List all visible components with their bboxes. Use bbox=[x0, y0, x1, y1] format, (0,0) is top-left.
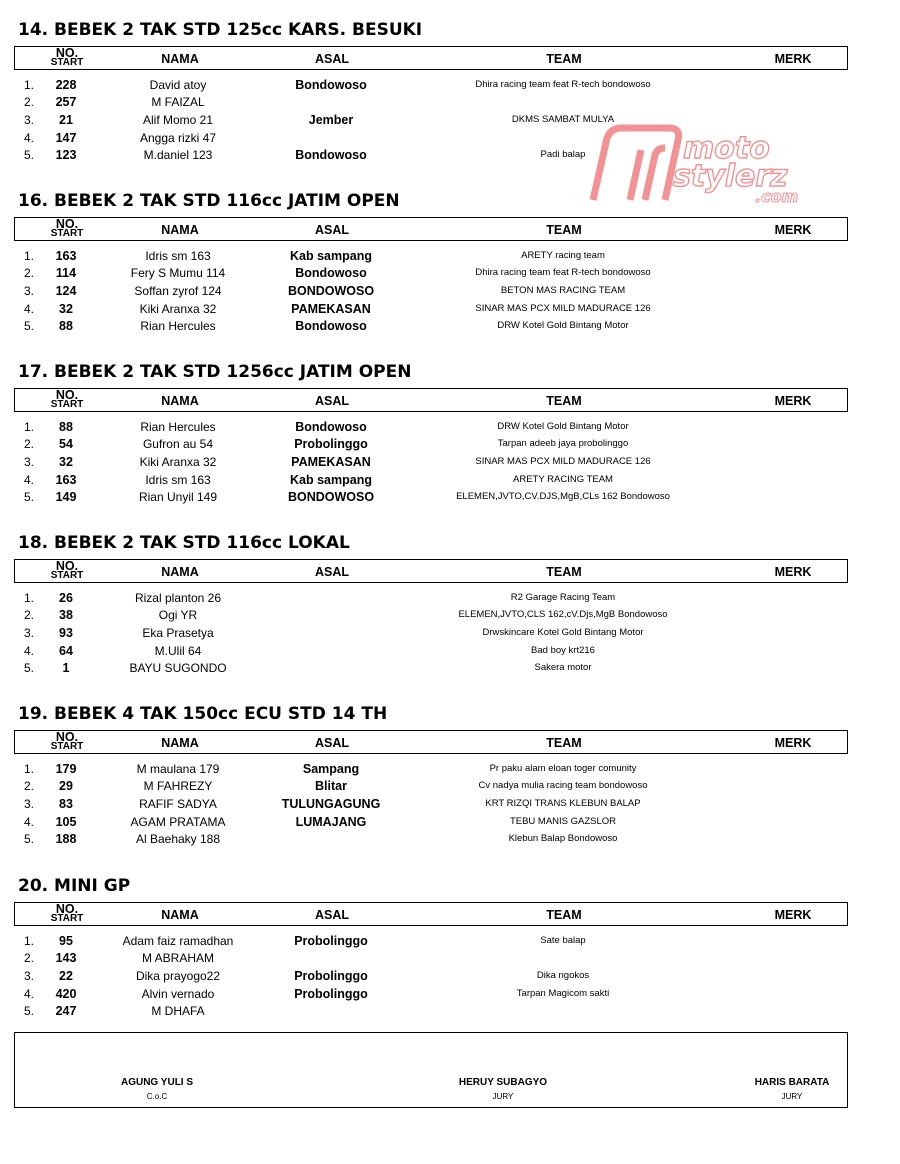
table-row bbox=[0, 473, 900, 491]
row-origin: Bondowoso bbox=[295, 420, 367, 434]
table-row bbox=[0, 437, 900, 455]
row-origin: Bondowoso bbox=[295, 266, 367, 280]
row-rider-name: M FAIZAL bbox=[151, 95, 205, 109]
row-start-number: 163 bbox=[55, 473, 77, 487]
motostylerz-watermark-logo bbox=[585, 120, 830, 210]
header-team: TEAM bbox=[546, 52, 582, 66]
table-row bbox=[0, 969, 900, 987]
row-origin: BONDOWOSO bbox=[287, 490, 375, 504]
row-team: Padi balap bbox=[540, 149, 586, 160]
row-team: Tarpan adeeb jaya probolinggo bbox=[497, 438, 629, 449]
row-start-number: 105 bbox=[55, 815, 77, 829]
row-rider-name: Angga rizki 47 bbox=[139, 131, 217, 145]
header-asal: ASAL bbox=[314, 565, 350, 579]
row-position: 4. bbox=[23, 987, 35, 1001]
row-rider-name: Idris sm 163 bbox=[145, 473, 211, 487]
row-position: 2. bbox=[23, 779, 35, 793]
row-rider-name: Alvin vernado bbox=[141, 987, 215, 1001]
row-rider-name: Fery S Mumu 114 bbox=[130, 266, 226, 280]
row-position: 2. bbox=[23, 608, 35, 622]
header-start: START bbox=[50, 57, 84, 68]
row-team: SINAR MAS PCX MILD MADURACE 126 bbox=[475, 456, 651, 467]
row-start-number: 83 bbox=[59, 797, 73, 811]
row-rider-name: Rizal planton 26 bbox=[134, 591, 222, 605]
table-row bbox=[0, 95, 900, 113]
row-origin: Probolinggo bbox=[294, 437, 368, 451]
row-team: ARETY RACING TEAM bbox=[513, 474, 613, 485]
row-origin: Jember bbox=[308, 113, 354, 127]
row-start-number: 32 bbox=[59, 455, 73, 469]
header-start: START bbox=[50, 570, 84, 581]
row-team: Cv nadya mulia racing team bondowoso bbox=[478, 780, 648, 791]
table-row bbox=[0, 284, 900, 302]
row-team: TEBU MANIS GAZSLOR bbox=[509, 816, 617, 827]
row-rider-name: Soffan zyrof 124 bbox=[134, 284, 222, 298]
row-start-number: 188 bbox=[55, 832, 77, 846]
header-team: TEAM bbox=[546, 565, 582, 579]
row-team: Sate balap bbox=[540, 935, 586, 946]
row-rider-name: Kiki Aranxa 32 bbox=[139, 302, 217, 316]
row-rider-name: Ogi YR bbox=[158, 608, 198, 622]
header-merk: MERK bbox=[774, 394, 812, 408]
row-team: ELEMEN,JVTO,CLS 162,cV.Djs,MgB Bondowoso bbox=[458, 609, 668, 620]
row-start-number: 247 bbox=[55, 1004, 77, 1018]
table-row bbox=[0, 490, 900, 508]
row-rider-name: Dika prayogo22 bbox=[135, 969, 221, 983]
row-team: ARETY racing team bbox=[521, 250, 605, 261]
row-team: Dika ngokos bbox=[536, 970, 590, 981]
row-team: DRW Kotel Gold Bintang Motor bbox=[497, 320, 629, 331]
class-title: 14. BEBEK 2 TAK STD 125cc KARS. BESUKI bbox=[18, 20, 423, 40]
header-no-start bbox=[51, 390, 84, 410]
row-team: Bad boy krt216 bbox=[531, 645, 595, 656]
signature-role: JURY bbox=[781, 1092, 803, 1101]
row-rider-name: M maulana 179 bbox=[136, 762, 220, 776]
row-rider-name: M.daniel 123 bbox=[143, 148, 213, 162]
row-position: 5. bbox=[23, 319, 35, 333]
table-row bbox=[0, 608, 900, 626]
header-merk: MERK bbox=[774, 565, 812, 579]
table-row bbox=[0, 951, 900, 969]
row-start-number: 29 bbox=[59, 779, 73, 793]
row-origin: Sampang bbox=[302, 762, 360, 776]
header-team: TEAM bbox=[546, 736, 582, 750]
row-origin: Bondowoso bbox=[295, 319, 367, 333]
table-row bbox=[0, 644, 900, 662]
row-position: 4. bbox=[23, 644, 35, 658]
row-start-number: 147 bbox=[55, 131, 77, 145]
signature-role: JURY bbox=[492, 1092, 514, 1101]
header-merk: MERK bbox=[774, 223, 812, 237]
row-origin: Probolinggo bbox=[294, 934, 368, 948]
header-no: NO. bbox=[55, 388, 79, 402]
table-row bbox=[0, 455, 900, 473]
header-no: NO. bbox=[55, 46, 79, 60]
row-start-number: 163 bbox=[55, 249, 77, 263]
header-nama: NAMA bbox=[161, 52, 199, 66]
row-position: 3. bbox=[23, 969, 35, 983]
table-row bbox=[0, 78, 900, 96]
header-nama: NAMA bbox=[161, 394, 199, 408]
row-team: Tarpan Magicom sakti bbox=[516, 988, 610, 999]
row-position: 3. bbox=[23, 284, 35, 298]
row-rider-name: RAFIF SADYA bbox=[139, 797, 217, 811]
header-asal: ASAL bbox=[314, 736, 350, 750]
header-no: NO. bbox=[55, 559, 79, 573]
header-nama: NAMA bbox=[161, 565, 199, 579]
table-row bbox=[0, 987, 900, 1005]
row-position: 2. bbox=[23, 951, 35, 965]
row-position: 1. bbox=[23, 762, 35, 776]
row-team: Klebun Balap Bondowoso bbox=[508, 833, 618, 844]
header-team: TEAM bbox=[546, 908, 582, 922]
row-start-number: 149 bbox=[55, 490, 77, 504]
row-start-number: 95 bbox=[59, 934, 73, 948]
header-merk: MERK bbox=[774, 52, 812, 66]
row-start-number: 143 bbox=[55, 951, 77, 965]
row-team: DRW Kotel Gold Bintang Motor bbox=[497, 421, 629, 432]
row-start-number: 1 bbox=[62, 661, 70, 675]
table-row bbox=[0, 591, 900, 609]
row-team: KRT RIZQI TRANS KLEBUN BALAP bbox=[485, 798, 641, 809]
row-position: 2. bbox=[23, 437, 35, 451]
row-start-number: 64 bbox=[59, 644, 73, 658]
header-no: NO. bbox=[55, 730, 79, 744]
row-origin: Probolinggo bbox=[294, 987, 368, 1001]
header-no: NO. bbox=[55, 902, 79, 916]
row-origin: BONDOWOSO bbox=[287, 284, 375, 298]
signature-jury-2 bbox=[755, 1077, 830, 1101]
header-start: START bbox=[50, 741, 84, 752]
row-rider-name: AGAM PRATAMA bbox=[130, 815, 226, 829]
row-origin: Bondowoso bbox=[295, 148, 367, 162]
header-no-start bbox=[51, 219, 84, 239]
signature-name: HERUY SUBAGYO bbox=[458, 1077, 548, 1088]
row-origin: Blitar bbox=[315, 779, 347, 793]
header-team: TEAM bbox=[546, 223, 582, 237]
row-position: 4. bbox=[23, 815, 35, 829]
row-start-number: 228 bbox=[55, 78, 77, 92]
row-position: 4. bbox=[23, 302, 35, 316]
row-rider-name: Adam faiz ramadhan bbox=[122, 934, 234, 948]
row-start-number: 93 bbox=[59, 626, 73, 640]
row-team: R2 Garage Racing Team bbox=[510, 592, 616, 603]
table-row bbox=[0, 420, 900, 438]
row-rider-name: Alif Momo 21 bbox=[142, 113, 214, 127]
row-start-number: 32 bbox=[59, 302, 73, 316]
row-team: Drwskincare Kotel Gold Bintang Motor bbox=[482, 627, 644, 638]
row-origin: LUMAJANG bbox=[295, 815, 367, 829]
table-row bbox=[0, 249, 900, 267]
row-position: 1. bbox=[23, 591, 35, 605]
row-team: Sakera motor bbox=[534, 662, 592, 673]
table-row bbox=[0, 779, 900, 797]
row-origin: Bondowoso bbox=[295, 78, 367, 92]
watermark-text-1: moto bbox=[683, 131, 770, 166]
class-title: 20. MINI GP bbox=[18, 876, 131, 896]
row-position: 1. bbox=[23, 249, 35, 263]
row-rider-name: Al Baehaky 188 bbox=[135, 832, 221, 846]
table-row bbox=[0, 815, 900, 833]
header-merk: MERK bbox=[774, 908, 812, 922]
row-start-number: 21 bbox=[59, 113, 73, 127]
watermark-text-3: .com bbox=[755, 187, 799, 206]
row-team: Dhira racing team feat R-tech bondowoso bbox=[475, 267, 651, 278]
row-position: 2. bbox=[23, 95, 35, 109]
row-rider-name: BAYU SUGONDO bbox=[129, 661, 227, 675]
table-row bbox=[0, 934, 900, 952]
header-no-start bbox=[51, 561, 84, 581]
row-position: 1. bbox=[23, 78, 35, 92]
row-origin: PAMEKASAN bbox=[291, 455, 371, 469]
table-row bbox=[0, 797, 900, 815]
table-header bbox=[14, 388, 848, 412]
header-no-start bbox=[51, 48, 84, 68]
table-header bbox=[14, 730, 848, 754]
header-nama: NAMA bbox=[161, 908, 199, 922]
row-position: 4. bbox=[23, 131, 35, 145]
row-start-number: 26 bbox=[59, 591, 73, 605]
class-title: 17. BEBEK 2 TAK STD 1256cc JATIM OPEN bbox=[18, 362, 412, 382]
row-origin: Kab sampang bbox=[290, 473, 372, 487]
row-rider-name: M ABRAHAM bbox=[141, 951, 215, 965]
row-position: 5. bbox=[23, 148, 35, 162]
row-team: DKMS SAMBAT MULYA bbox=[511, 114, 615, 125]
table-row bbox=[0, 319, 900, 337]
signature-name: HARIS BARATA bbox=[754, 1077, 830, 1088]
watermark-text-2: stylerz bbox=[673, 159, 788, 194]
header-no-start bbox=[51, 904, 84, 924]
row-start-number: 124 bbox=[55, 284, 77, 298]
row-position: 3. bbox=[23, 797, 35, 811]
row-rider-name: Kiki Aranxa 32 bbox=[139, 455, 217, 469]
row-team: Pr paku alam eloan toger comunity bbox=[489, 763, 637, 774]
header-asal: ASAL bbox=[314, 394, 350, 408]
table-row bbox=[0, 626, 900, 644]
class-title: 16. BEBEK 2 TAK STD 116cc JATIM OPEN bbox=[18, 191, 400, 211]
row-start-number: 54 bbox=[59, 437, 73, 451]
row-team: BETON MAS RACING TEAM bbox=[500, 285, 626, 296]
row-origin: TULUNGAGUNG bbox=[281, 797, 381, 811]
row-origin: Kab sampang bbox=[290, 249, 372, 263]
signature-coc bbox=[121, 1077, 193, 1101]
table-header bbox=[14, 217, 848, 241]
row-rider-name: Idris sm 163 bbox=[145, 249, 211, 263]
row-start-number: 420 bbox=[55, 987, 77, 1001]
row-start-number: 179 bbox=[55, 762, 77, 776]
header-no: NO. bbox=[55, 217, 79, 231]
header-asal: ASAL bbox=[314, 908, 350, 922]
row-team: Dhira racing team feat R-tech bondowoso bbox=[475, 79, 651, 90]
header-no-start bbox=[51, 732, 84, 752]
row-team: ELEMEN,JVTO,CV.DJS,MgB,CLs 162 Bondowoso bbox=[456, 491, 670, 502]
table-header bbox=[14, 902, 848, 926]
row-rider-name: Gufron au 54 bbox=[142, 437, 214, 451]
row-rider-name: Rian Unyil 149 bbox=[138, 490, 218, 504]
row-start-number: 88 bbox=[59, 420, 73, 434]
row-position: 3. bbox=[23, 626, 35, 640]
table-header bbox=[14, 559, 848, 583]
header-merk: MERK bbox=[774, 736, 812, 750]
row-position: 5. bbox=[23, 661, 35, 675]
table-row bbox=[0, 661, 900, 679]
row-position: 3. bbox=[23, 455, 35, 469]
header-start: START bbox=[50, 913, 84, 924]
row-rider-name: Rian Hercules bbox=[140, 420, 216, 434]
row-position: 1. bbox=[23, 420, 35, 434]
row-start-number: 88 bbox=[59, 319, 73, 333]
row-start-number: 257 bbox=[55, 95, 77, 109]
row-position: 4. bbox=[23, 473, 35, 487]
table-row bbox=[0, 1004, 900, 1022]
row-start-number: 22 bbox=[59, 969, 73, 983]
row-start-number: 123 bbox=[55, 148, 77, 162]
row-rider-name: M FAHREZY bbox=[143, 779, 213, 793]
header-asal: ASAL bbox=[314, 223, 350, 237]
table-row bbox=[0, 266, 900, 284]
row-position: 3. bbox=[23, 113, 35, 127]
row-rider-name: Eka Prasetya bbox=[142, 626, 214, 640]
row-start-number: 114 bbox=[55, 266, 77, 280]
header-start: START bbox=[50, 228, 84, 239]
signature-role: C.o.C bbox=[146, 1092, 168, 1101]
table-row bbox=[0, 302, 900, 320]
row-position: 1. bbox=[23, 934, 35, 948]
row-rider-name: David atoy bbox=[149, 78, 207, 92]
header-team: TEAM bbox=[546, 394, 582, 408]
row-rider-name: Rian Hercules bbox=[140, 319, 216, 333]
signature-jury-1 bbox=[459, 1077, 547, 1101]
row-rider-name: M DHAFA bbox=[151, 1004, 205, 1018]
class-title: 19. BEBEK 4 TAK 150cc ECU STD 14 TH bbox=[18, 704, 388, 724]
row-position: 5. bbox=[23, 832, 35, 846]
header-start: START bbox=[50, 399, 84, 410]
signature-name: AGUNG YULI S bbox=[120, 1077, 194, 1088]
header-nama: NAMA bbox=[161, 223, 199, 237]
row-rider-name: M.Ulil 64 bbox=[154, 644, 202, 658]
table-row bbox=[0, 832, 900, 850]
header-asal: ASAL bbox=[314, 52, 350, 66]
row-origin: Probolinggo bbox=[294, 969, 368, 983]
row-position: 5. bbox=[23, 490, 35, 504]
row-position: 2. bbox=[23, 266, 35, 280]
row-position: 5. bbox=[23, 1004, 35, 1018]
row-start-number: 38 bbox=[59, 608, 73, 622]
header-nama: NAMA bbox=[161, 736, 199, 750]
signature-box bbox=[14, 1032, 848, 1108]
row-origin: PAMEKASAN bbox=[291, 302, 371, 316]
row-team: SINAR MAS PCX MILD MADURACE 126 bbox=[475, 303, 651, 314]
class-title: 18. BEBEK 2 TAK STD 116cc LOKAL bbox=[18, 533, 350, 553]
table-row bbox=[0, 762, 900, 780]
table-header bbox=[14, 46, 848, 70]
